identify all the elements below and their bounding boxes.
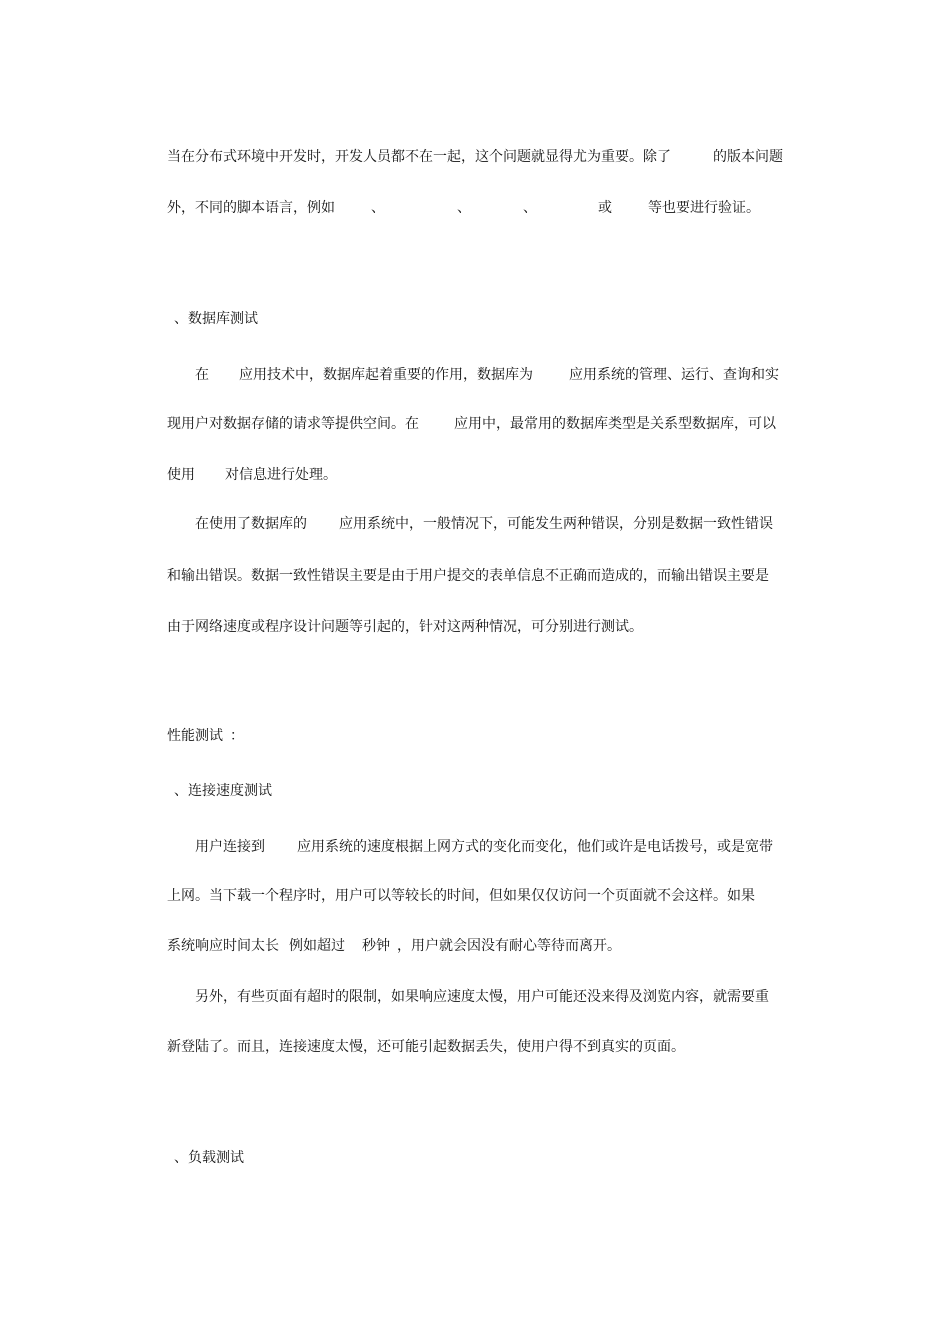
text-segment: 用户连接到 bbox=[195, 839, 265, 855]
text-segment: 应用中，最常用的数据库类型是关系型数据库，可以 bbox=[454, 416, 776, 432]
text-segment: 、数据库测试 bbox=[174, 311, 258, 327]
text-segment: 系统响应时间太长 bbox=[167, 938, 279, 954]
text-segment: 新登陆了。而且，连接速度太慢，还可能引起数据丢失，使用户得不到真实的页面。 bbox=[167, 1039, 685, 1055]
text-segment: 的版本问题 bbox=[713, 149, 783, 165]
text-segment: 在使用了数据库的 bbox=[195, 516, 307, 532]
text-segment: 性能测试 bbox=[167, 728, 223, 744]
text-segment: 应用系统的速度根据上网方式的变化而变化，他们或许是电话拨号，或是宽带 bbox=[297, 839, 773, 855]
text-segment: ，用户就会因没有耐心等待而离开。 bbox=[397, 938, 621, 954]
text-segment: 上网。当下载一个程序时，用户可以等较长的时间，但如果仅仅访问一个页面就不会这样。如果 bbox=[167, 888, 755, 904]
text-segment: 当在分布式环境中开发时，开发人员都不在一起，这个问题就显得尤为重要。除了 bbox=[167, 149, 671, 165]
text-segment: 使用 bbox=[167, 467, 195, 483]
text-segment: 或 bbox=[598, 200, 612, 216]
text-segment: 应用技术中，数据库起着重要的作用，数据库为 bbox=[239, 367, 533, 383]
text-segment: 应用系统的管理、运行、查询和实 bbox=[569, 367, 779, 383]
text-segment: 对信息进行处理。 bbox=[225, 467, 337, 483]
text-segment: 和输出错误。数据一致性错误主要是由于用户提交的表单信息不正确而造成的，而输出错误主要是 bbox=[167, 568, 769, 584]
text-segment: 、负载测试 bbox=[174, 1150, 244, 1166]
text-segment: 另外，有些页面有超时的限制，如果响应速度太慢，用户可能还没来得及浏览内容，就需要重 bbox=[195, 989, 769, 1005]
text-segment: 应用系统中，一般情况下，可能发生两种错误，分别是数据一致性错误 bbox=[339, 516, 773, 532]
text-segment: 、 bbox=[457, 200, 471, 216]
text-segment: ： bbox=[230, 728, 244, 744]
text-segment: 、 bbox=[523, 200, 537, 216]
text-segment: 由于网络速度或程序设计问题等引起的，针对这两种情况，可分别进行测试。 bbox=[167, 619, 643, 635]
text-segment: 在 bbox=[195, 367, 209, 383]
text-segment: 例如超过 bbox=[289, 938, 345, 954]
text-segment: 、连接速度测试 bbox=[174, 783, 272, 799]
text-segment: 等也要进行验证。 bbox=[648, 200, 760, 216]
text-segment: 、 bbox=[371, 200, 385, 216]
text-segment: 现用户对数据存储的请求等提供空间。在 bbox=[167, 416, 419, 432]
text-segment: 秒钟 bbox=[362, 938, 390, 954]
text-segment: 外，不同的脚本语言，例如 bbox=[167, 200, 335, 216]
